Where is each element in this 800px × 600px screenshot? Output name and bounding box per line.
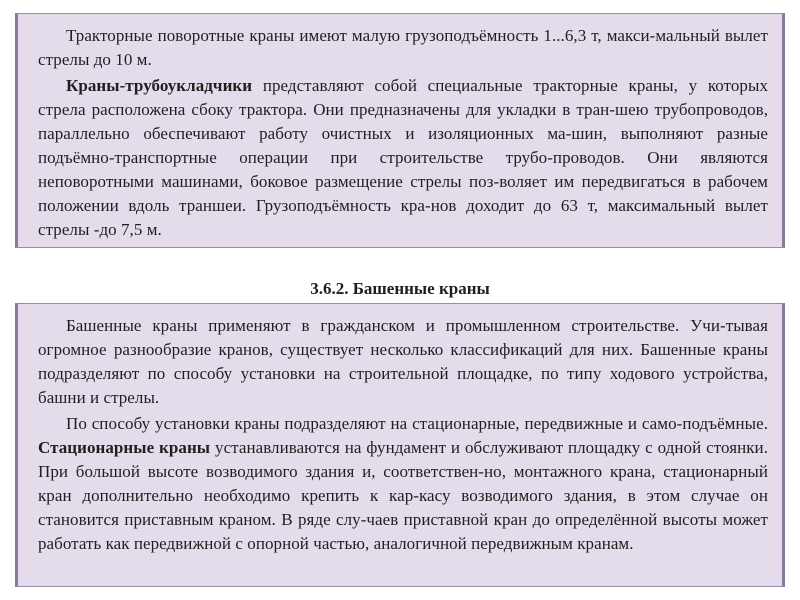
text-box-tower-cranes (15, 303, 785, 587)
section-heading: 3.6.2. Башенные краны (310, 279, 490, 298)
paragraph-pipelayer-text: представляют собой специальные тракторные краны, у которых стрела расположена сбоку трактора. Они предназначены для укладки в тран-шею трубопроводов, параллельно обеспечивают работу очистных и изоляционных ма-шин, выполняют разные подъёмно-транспортные операции при строительстве трубо-проводов. Они являются неповоротными машинами, боковое размещение стрелы поз-воляет им передвигаться в рабочем положении вдоль траншеи. Грузоподъёмность кра-нов доходит до 63 т, максимальный вылет стрелы -до 7,5 м. (38, 76, 768, 239)
paragraph-pipelayer-cranes (38, 74, 768, 242)
paragraph-installation-classification (38, 412, 768, 556)
term-stationary-cranes: Стационарные краны (38, 438, 211, 457)
text-box-tractor-cranes (15, 13, 785, 248)
term-pipelayer-cranes: Краны-трубоукладчики (66, 76, 253, 95)
paragraph-stationary-text: устанавливаются на фундамент и обслуживают площадку с одной стоянки. При большой высоте возводимого здания и, соответствен-но, монтажного крана, стационарный кран дополнительно необходимо крепить к кар-касу возводимого здания, в этом случае он становится приставным краном. В ряде слу-чаев приставной кран до определённой высоты может работать как передвижной с опорной частью, аналогичной передвижным кранам. (38, 438, 768, 553)
paragraph-classification-start: По способу установки краны подразделяют на стационарные, передвижные и само-подъёмные. (66, 414, 768, 433)
paragraph-tower-cranes-intro: Башенные краны применяют в гражданском и промышленном строительстве. Учи-тывая огромное разнообразие кранов, существует несколько классификаций для них. Башенные краны подразделяют по способу установки на строительной площадке, по типу ходового устройства, башни и стрелы. (38, 316, 768, 407)
paragraph-tractor-rotary-cranes: Тракторные поворотные краны имеют малую грузоподъёмность 1...6,3 т, макси-мальный вылет стрелы до 10 м. (38, 26, 768, 69)
